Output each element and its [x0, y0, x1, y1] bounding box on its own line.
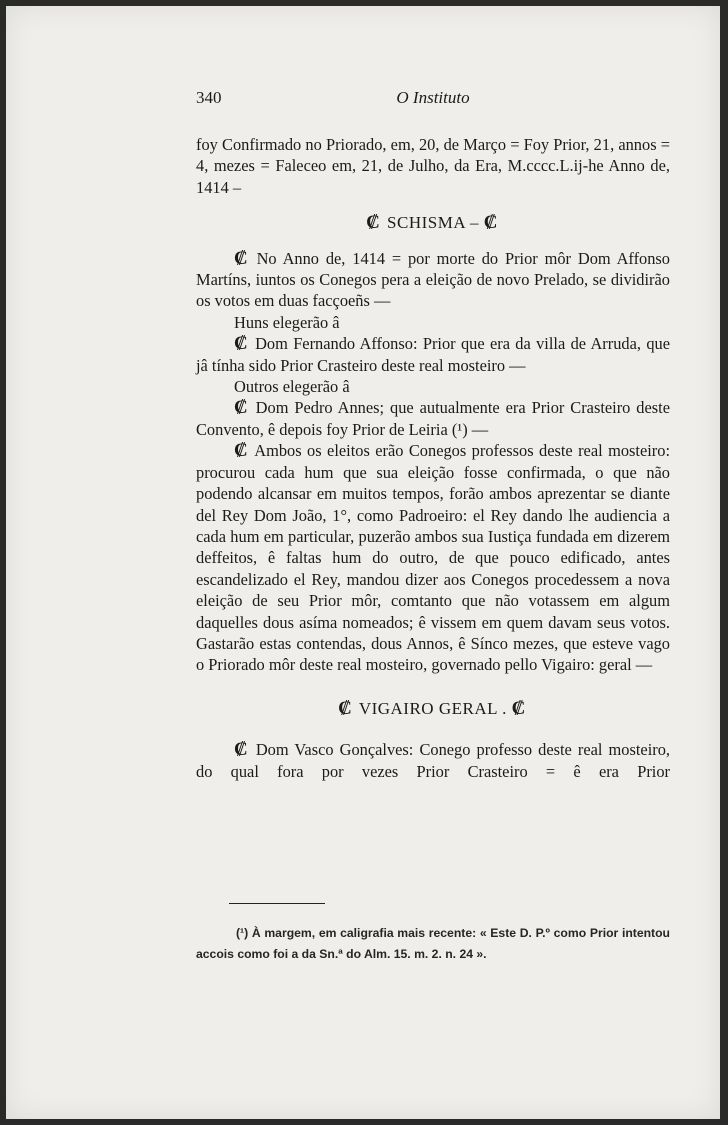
paragraph: Huns elegerão â — [234, 312, 340, 332]
paragraph — [196, 440, 670, 675]
footnote — [196, 923, 670, 965]
paragraph-text: Dom Pedro Annes; que autualmente era Prior Crasteiro deste Convento, ê depois foy Prior de Leiria (¹) — — [196, 398, 670, 439]
pilcrow-icon: ₡ — [234, 332, 248, 355]
heading-vigairo-geral — [196, 698, 670, 719]
paragraph-text: Ambos os eleitos erão Conegos professos deste real mosteiro: procurou cada hum que sua eleição fosse confirmada, o que não podendo alcansar em muitos tempos, forão ambos aprezentar se diante del Rey Dom João, 1°, como Padroeiro: el Rey dando lhe audiencia a cada hum em particular, puzerão ambos sua Iustiça fundada em dizerem deffeitos, ê faltas hum do outro, de que pouco edificado, antes escandelizado el Rey, mandou dizer aos Conegos procedessem a nova eleição de seu Prior môr, comtanto que não votassem em algum daquelles dous asíma nomeados; ê vissem em quem davam seus votos. Gastarão estas contendas, dous Annos, ê Sínco mezes, que esteve vago o Priorado môr deste real mosteiro, governado pello Vigairo: geral — — [196, 441, 670, 675]
pilcrow-icon: ₡ — [234, 738, 248, 761]
page-number: 340 — [196, 88, 222, 107]
running-title: O Instituto — [396, 88, 470, 107]
footnote-text: À margem, em caligrafia mais recente: « Este D. P.º como Prior intentou accois como foi a da Sn.ª do Alm. 15. m. 2. n. 24 ». — [196, 926, 670, 962]
heading-schisma-text: SCHISMA – — [387, 213, 479, 233]
pilcrow-icon: ₡ — [366, 211, 381, 234]
paragraph — [196, 739, 670, 782]
paragraph — [196, 248, 670, 312]
body-text — [196, 134, 670, 782]
pilcrow-icon: ₡ — [338, 696, 353, 719]
paragraph — [196, 397, 670, 440]
paragraph: Outros elegerão â — [234, 377, 350, 397]
document-page — [6, 6, 720, 1119]
footnote-marker: (¹) — [236, 926, 249, 941]
pilcrow-icon: ₡ — [234, 439, 248, 462]
paragraph — [196, 333, 670, 376]
pilcrow-icon: ₡ — [483, 211, 498, 234]
pilcrow-icon: ₡ — [234, 396, 248, 419]
heading-vigairo-text: VIGAIRO GERAL . — [358, 698, 507, 718]
pilcrow-icon: ₡ — [511, 696, 526, 719]
paragraph-text: No Anno de, 1414 = por morte do Prior môr Dom Affonso Martíns, iuntos os Conegos pera a eleição de novo Prelado, se dividirão os votos em duas facçoeñs — — [196, 248, 670, 311]
page-header — [196, 88, 670, 112]
paragraph-continuation: foy Confirmado no Priorado, em, 20, de Março = Foy Prior, 21, annos = 4, mezes = Faleceo em, 21, de Julho, da Era, M.cccc.L.ij-he Anno de, 1414 – — [196, 135, 670, 197]
paragraph-text: Dom Vasco Gonçalves: Conego professo deste real mosteiro, do qual fora por vezes Prior Crasteiro = ê era Prior — [196, 740, 670, 781]
pilcrow-icon: ₡ — [234, 246, 248, 269]
footnote-divider — [229, 903, 325, 904]
heading-schisma — [196, 212, 670, 233]
paragraph-text: Dom Fernando Affonso: Prior que era da villa de Arruda, que jâ tínha sido Prior Crasteiro deste real mosteiro — — [196, 334, 670, 375]
